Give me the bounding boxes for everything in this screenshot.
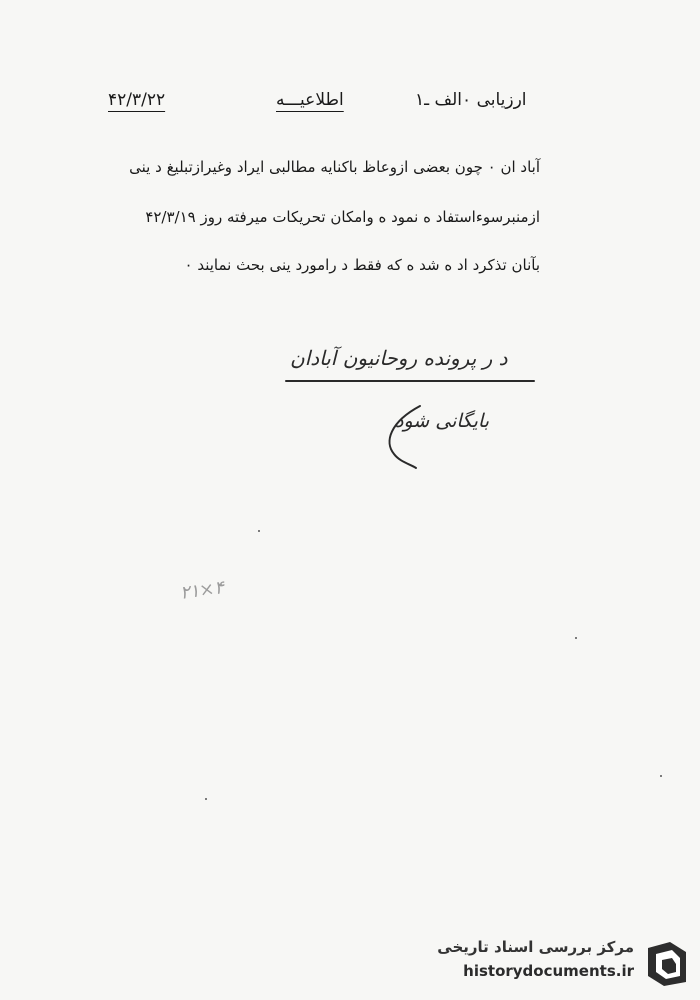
handwritten-note-archive: بایگانی شود: [395, 410, 490, 432]
document-date: ۴۲/۳/۲۲: [108, 90, 166, 110]
watermark-name: مرکز بررسی اسناد تاریخی: [437, 938, 634, 956]
paper-speck: [258, 530, 260, 532]
paper-speck: [205, 798, 207, 800]
watermark-url: historydocuments.ir: [463, 962, 634, 980]
paper-speck: [660, 775, 662, 777]
archive-watermark: [410, 934, 690, 992]
handwritten-note-file: د ر پرونده روحانیون آبادان: [290, 346, 508, 370]
handwritten-stroke: [380, 402, 440, 472]
handwritten-underline: [285, 380, 535, 382]
evaluation-code: ارزیابی ۰الف ـ۱: [415, 90, 527, 110]
faint-pencil-note: ۴×۲۱: [178, 577, 226, 604]
body-line: آباد ان ۰ چون بعضی ازوعاظ باکنایه مطالبی ایراد وغیرازتبلیغ د ینی: [129, 158, 540, 176]
paper-speck: [575, 637, 577, 639]
body-line: ازمنبرسوءاستفاد ه نمود ه وامکان تحریکات میرفته روز ۴۲/۳/۱۹: [145, 208, 540, 226]
body-line: بآنان تذکرد اد ه شد ه که فقط د رامورد ینی بحث نمایند ۰: [184, 256, 540, 274]
document-title: اطلاعیـــه: [276, 90, 344, 110]
archive-logo-icon: [644, 938, 690, 988]
